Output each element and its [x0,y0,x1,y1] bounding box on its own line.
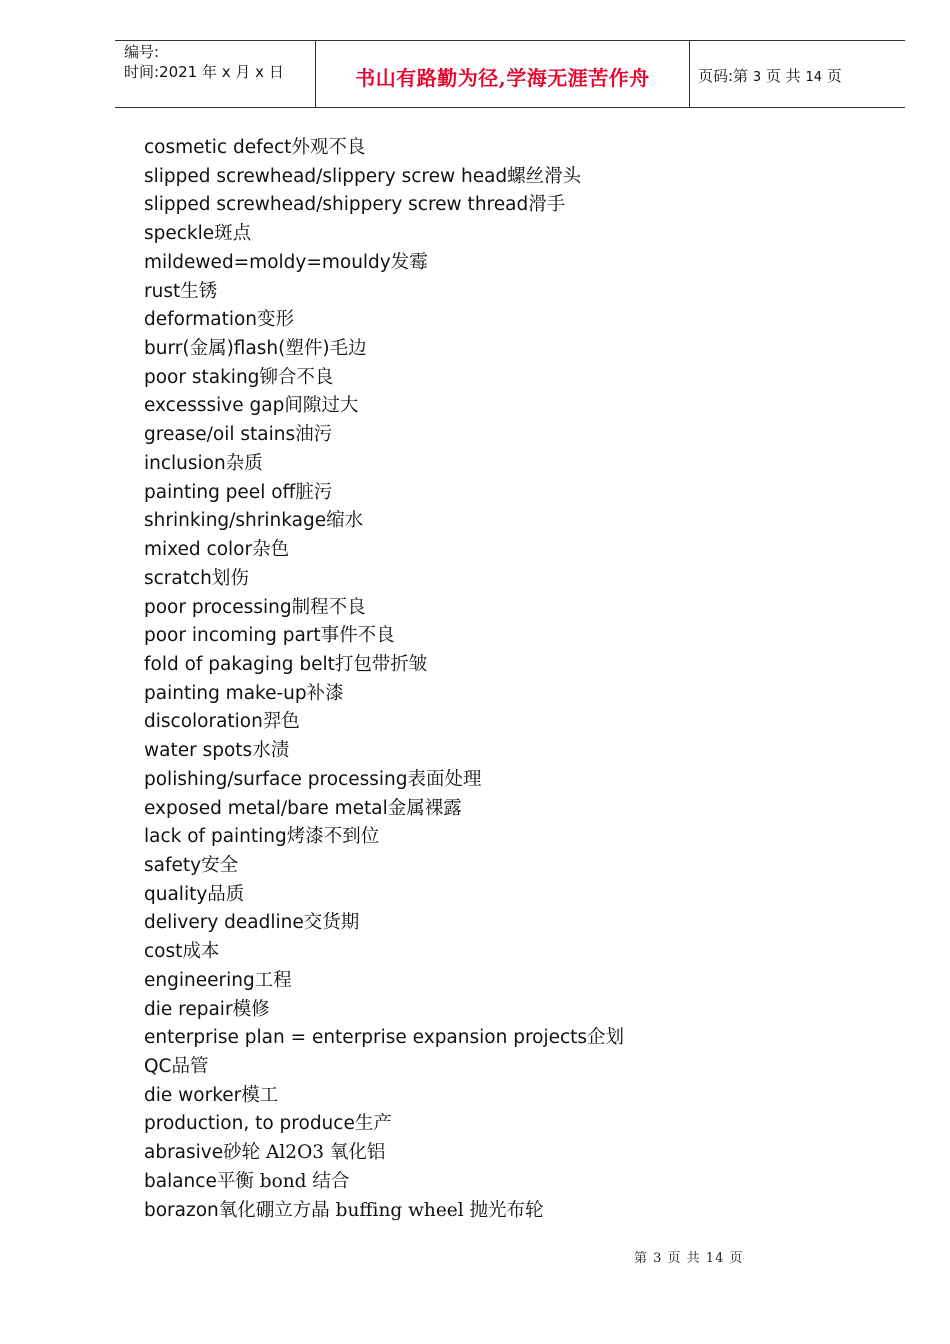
list-item [144,737,624,766]
list-item [144,967,624,996]
list-item [144,479,624,508]
list-item [144,536,624,565]
list-item [144,249,624,278]
term-cn: 变形 [257,309,295,331]
term-cn: 斑点 [214,223,252,245]
term-cn: 氧化硼立方晶 buffing wheel 抛光布轮 [218,1199,544,1221]
term-en: safety [144,854,202,876]
term-en: QC [144,1056,172,1077]
term-cn: 事件不良 [320,625,395,647]
term-en: die worker [144,1084,242,1106]
term-cn: 缩水 [326,510,364,532]
term-cn: 金属裸露 [387,797,462,819]
term-cn: 杂色 [252,539,290,561]
term-en: scratch [144,567,212,589]
list-item [144,134,624,163]
list-item [144,278,624,307]
term-en: cost [144,941,183,963]
term-cn: 交货期 [303,912,360,934]
list-item [144,392,624,421]
term-cn: 发霉 [390,251,428,273]
term-en: abrasive [144,1142,224,1164]
list-item [144,881,624,910]
list-item [144,335,624,364]
glossary-list [144,134,624,1225]
term-en: exposed metal/bare metal [144,797,388,819]
list-item [144,1168,624,1197]
header-bottom-rule [115,107,905,108]
list-item [144,852,624,881]
list-item [144,680,624,709]
header-meta [124,42,284,82]
term-cn: 表面处理 [407,768,482,790]
term-cn: 制程不良 [291,596,366,618]
term-cn: 平衡 bond 结合 [216,1170,350,1192]
term-cn: 生产 [354,1113,392,1135]
term-en: slipped screwhead/shippery screw thread [144,194,529,216]
list-item [144,450,624,479]
list-item [144,708,624,737]
term-en: die repair [144,998,233,1020]
list-item [144,364,624,393]
list-item [144,622,624,651]
term-en: mildewed=moldy=mouldy [144,251,391,273]
term-en: rust [144,280,181,302]
term-cn: 水渍 [252,740,290,762]
term-en: water spots [144,740,253,762]
term-cn: 成本 [182,941,220,963]
term-cn: 模修 [232,998,270,1020]
term-en: cosmetic defect [144,137,292,158]
term-cn: 烤漆不到位 [286,826,380,848]
term-en: slipped screwhead/slippery screw head [144,165,508,187]
list-item [144,651,624,680]
number-label: 编号: [124,43,160,61]
term-cn: 生锈 [180,280,218,302]
list-item [144,220,624,249]
term-cn: 杂质 [225,452,263,474]
term-cn: 间隙过大 [284,395,359,417]
term-en: excesssive gap [144,395,285,417]
term-cn: 划伤 [211,567,249,589]
list-item [144,191,624,220]
term-cn: 模工 [241,1084,279,1106]
term-en: inclusion [144,452,226,474]
page-end: 页 [826,67,842,85]
term-cn: 品管 [171,1056,209,1077]
list-item [144,565,624,594]
term-cn: 工程 [254,969,292,991]
time-label: 时间:2021 年 x 月 x 日 [124,63,284,81]
list-item [144,1197,624,1226]
term-en: enterprise plan = enterprise expansion projects [144,1027,588,1049]
list-item [144,306,624,335]
term-cn: 打包带折皱 [334,653,428,675]
term-cn: 安全 [201,854,239,876]
term-en: delivery deadline [144,912,304,934]
term-cn: 补漆 [306,682,344,704]
page-label: 页码:第 [698,67,749,85]
list-item [144,766,624,795]
term-en: burr(金属)flash(塑件) [144,338,330,360]
list-item [144,421,624,450]
list-item [144,823,624,852]
term-cn: 脏污 [295,481,333,503]
term-cn: 羿色 [262,711,300,733]
term-en: grease/oil stains [144,424,296,446]
term-cn: 品质 [207,883,245,905]
list-item [144,507,624,536]
list-item [144,1110,624,1139]
term-en: mixed color [144,539,253,561]
term-cn: 砂轮 Al2O3 氧化铝 [223,1142,386,1164]
header-divider-right [689,40,690,108]
list-item [144,909,624,938]
term-en: engineering [144,969,255,991]
term-en: production, to produce [144,1113,355,1135]
header-top-rule [115,40,905,41]
term-en: quality [144,883,208,905]
term-cn: 铆合不良 [259,366,334,388]
term-en: poor staking [144,366,260,388]
term-en: shrinking/shrinkage [144,510,327,532]
term-en: poor incoming part [144,625,321,647]
term-en: fold of pakaging belt [144,653,335,675]
term-cn: 油污 [295,424,333,446]
header-page-info [698,65,842,86]
list-item [144,1082,624,1111]
header-motto: 书山有路勤为径,学海无涯苦作舟 [355,66,650,90]
list-item [144,1024,624,1053]
term-en: poor processing [144,596,292,618]
list-item [144,996,624,1025]
term-en: discoloration [144,711,263,733]
list-item [144,1053,624,1082]
term-cn: 滑手 [528,194,566,216]
term-cn: 外观不良 [291,137,366,158]
term-en: lack of painting [144,826,287,848]
term-en: speckle [144,223,215,245]
term-en: deformation [144,309,258,331]
list-item [144,1139,624,1168]
term-cn: 企划 [587,1027,625,1049]
page-current: 3 [752,70,762,85]
term-en: painting make-up [144,682,307,704]
term-en: painting peel off [144,481,296,503]
term-cn: 毛边 [329,338,367,360]
term-en: polishing/surface processing [144,768,408,790]
list-item [144,163,624,192]
page-mid: 页 共 [765,67,801,85]
list-item [144,938,624,967]
page-footer: 第 3 页 共 14 页 [634,1251,744,1266]
term-en: balance [144,1170,217,1192]
term-en: borazon [144,1199,219,1221]
list-item [144,594,624,623]
page-total: 14 [805,70,823,85]
list-item [144,795,624,824]
term-cn: 螺丝滑头 [507,165,582,187]
